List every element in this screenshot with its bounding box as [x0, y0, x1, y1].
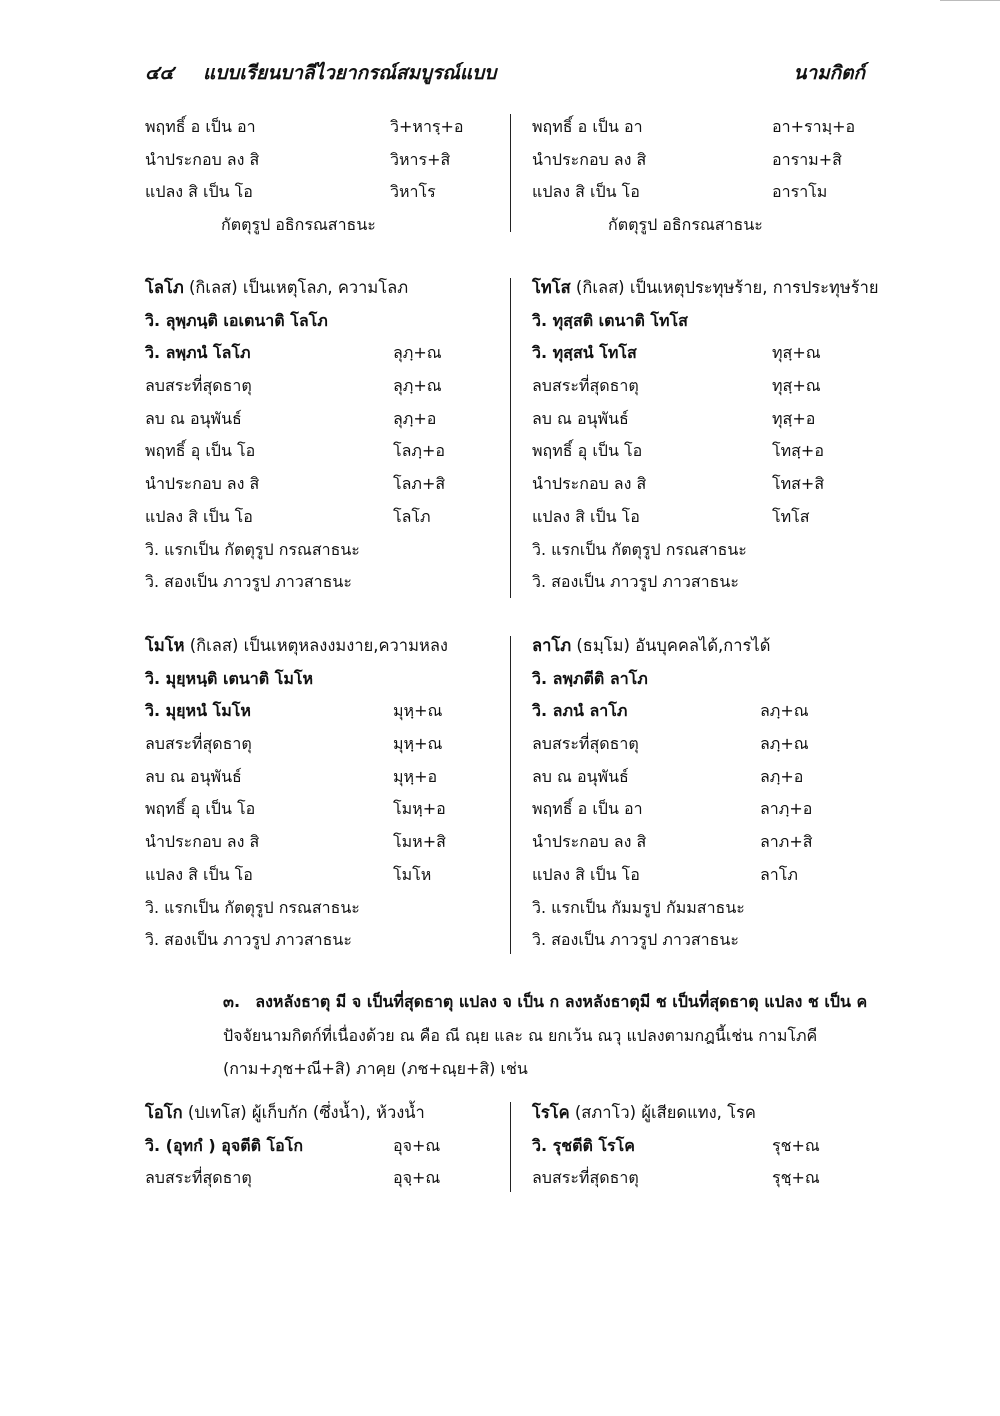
derivation-row: ลบสระที่สุดธาตุ ลุภฺ+ณ: [145, 376, 442, 396]
derivation-row: ลบสระที่สุดธาตุ รุชฺ+ณ: [532, 1168, 820, 1188]
column-divider: [510, 114, 511, 232]
book-title: แบบเรียนบาลีไวยากรณ์สมบูรณ์แบบ: [203, 62, 497, 84]
derivation-row: วิ. ทุสฺสติ เตนาติ โทโส: [532, 310, 688, 330]
derivation-row: พฤทธิ์ อ เป็น อา ลาภฺ+อ: [532, 799, 813, 819]
block3-right: [532, 630, 872, 957]
derivation-row: วิ. สองเป็น ภาวรูป ภาวสาธนะ: [532, 572, 739, 592]
entry-title: โมโห (กิเลส) เป็นเหตุหลงงมงาย,ความหลง: [145, 636, 448, 655]
block4-right: [532, 1097, 872, 1195]
rule-paragraph: [145, 985, 870, 1086]
derivation-row: นำประกอบ ลง สิ โลภ+สิ: [145, 474, 446, 494]
entry-title: โทโส (กิเลส) เป็นเหตุประทุษร้าย, การประทุษร้าย: [532, 278, 879, 297]
entry-title: โรโค (สภาโว) ผู้เสียดแทง, โรค: [532, 1103, 756, 1122]
derivation-row: วิ. แรกเป็น กัตตุรูป กรณสาธนะ: [145, 897, 360, 917]
derivation-row: วิ. มุยฺหนฺติ เตนาติ โมโห: [145, 668, 314, 688]
page-header: [145, 58, 865, 92]
derivation-row: ลบ ณ อนุพันธ์ ลภฺ+อ: [532, 766, 804, 786]
derivation-row: ลบสระที่สุดธาตุ ทุสฺ+ณ: [532, 376, 821, 396]
derivation-row: นำประกอบ ลง สิ โทส+สิ: [532, 474, 825, 494]
derivation-row: แปลง สิ เป็น โอ โทโส: [532, 506, 810, 526]
block3-left: [145, 630, 490, 957]
scan-edge-line: [940, 0, 1000, 5]
derivation-row: วิ. มุยฺหนํ โมโห มุหฺ+ณ: [145, 701, 443, 721]
derivation-row: ลบสระที่สุดธาตุ ลภฺ+ณ: [532, 734, 809, 754]
derivation-row: วิ. รุชตีติ โรโค รุช+ณ: [532, 1135, 820, 1155]
derivation-row: ลบ ณ อนุพันธ์ ลุภฺ+อ: [145, 408, 437, 428]
derivation-row: วิ. แรกเป็น กัมมรูป กัมมสาธนะ: [532, 897, 745, 917]
column-divider: [510, 636, 511, 954]
derivation-row: วิ. สองเป็น ภาวรูป ภาวสาธนะ: [145, 572, 352, 592]
derivation-row: พฤทธิ์ อุ เป็น โอ โทสฺ+อ: [532, 441, 824, 461]
chapter-title: นามกิตก์: [793, 62, 865, 84]
rule-number: ๓.: [223, 992, 241, 1011]
derivation-row: วิ. ทุสฺสนํ โทโส ทุสฺ+ณ: [532, 343, 821, 363]
derivation-row: วิ. สองเป็น ภาวรูป ภาวสาธนะ: [532, 930, 739, 950]
derivation-row: กัตตุรูป อธิกรณสาธนะ: [608, 215, 763, 235]
block2-left: [145, 272, 490, 599]
derivation-row: แปลง สิ เป็น โอ อาราโม: [532, 182, 828, 202]
block2-right: [532, 272, 879, 599]
derivation-row: พฤทธิ์ อุ เป็น โอ โมหฺ+อ: [145, 799, 446, 819]
rule-text: ปัจจัยนามกิตก์ที่เนื่องด้วย ณ คือ ณี ณฺย และ ณ ยกเว้น ณวุ แปลงตามกฎนี้เช่น กามโภคี (กาม+ภุช+ณี+สิ) ภาคฺย (ภช+ณฺย+สิ) เช่น: [223, 1025, 818, 1078]
derivation-row: วิ. สองเป็น ภาวรูป ภาวสาธนะ: [145, 930, 352, 950]
derivation-row: พฤทธิ์ อ เป็น อา วิ+หารฺ+อ: [145, 117, 464, 136]
derivation-row: วิ. ลุพฺภนฺติ เอเตนาติ โลโภ: [145, 310, 328, 330]
derivation-row: แปลง สิ เป็น โอ โมโห: [145, 864, 432, 884]
derivation-row: แปลง สิ เป็น โอ วิหาโร: [145, 182, 436, 202]
derivation-row: แปลง สิ เป็น โอ ลาโภ: [532, 864, 798, 884]
derivation-row: ลบสระที่สุดธาตุ อุจฺ+ณ: [145, 1168, 441, 1188]
derivation-row: ลบ ณ อนุพันธ์ ทุสฺ+อ: [532, 408, 816, 428]
rule-bold-text: ลงหลังธาตุ มี จ เป็นที่สุดธาตุ แปลง จ เป็น ก ลงหลังธาตุมี ช เป็นที่สุดธาตุ แปลง ช เป็น ค: [255, 992, 868, 1011]
derivation-row: ลบสระที่สุดธาตุ มุหฺ+ณ: [145, 734, 443, 754]
entry-title: ลาโภ (ธมฺโม) อันบุคคลได้,การได้: [532, 636, 771, 655]
derivation-row: นำประกอบ ลง สิ วิหาร+สิ: [145, 149, 451, 169]
headword: โลโภ: [145, 278, 184, 297]
headword: โอโก: [145, 1103, 183, 1122]
derivation-row: วิ. แรกเป็น กัตตุรูป กรณสาธนะ: [145, 539, 360, 559]
headword: ลาโภ: [532, 636, 572, 655]
derivation-row: กัตตุรูป อธิกรณสาธนะ: [221, 215, 376, 235]
entry-title: โลโภ (กิเลส) เป็นเหตุโลภ, ความโลภ: [145, 278, 409, 297]
page-number: ๔๔: [145, 62, 174, 84]
derivation-row: วิ. ลพฺภนํ โลโภ ลุภฺ+ณ: [145, 343, 442, 363]
derivation-row: นำประกอบ ลง สิ โมห+สิ: [145, 832, 446, 852]
column-divider: [510, 1102, 511, 1192]
derivation-row: พฤทธิ์ อุ เป็น โอ โลภฺ+อ: [145, 441, 445, 461]
entry-title: โอโก (ปเทโส) ผู้เก็บกัก (ซึ่งน้ำ), ห้วงน้ำ: [145, 1103, 425, 1122]
block1-left: [145, 111, 490, 242]
derivation-row: ลบ ณ อนุพันธ์ มุหฺ+อ: [145, 766, 438, 786]
derivation-row: วิ. ลภนํ ลาโภ ลภฺ+ณ: [532, 701, 809, 721]
derivation-row: วิ. ลพฺภตีติ ลาโภ: [532, 668, 648, 688]
block1-right: [532, 111, 872, 242]
derivation-row: วิ. แรกเป็น กัตตุรูป กรณสาธนะ: [532, 539, 747, 559]
headword: โรโค: [532, 1103, 570, 1122]
block4-left: [145, 1097, 490, 1195]
derivation-row: วิ. (อุทกํ ) อุจตีติ โอโก อุจ+ณ: [145, 1135, 441, 1155]
derivation-row: นำประกอบ ลง สิ อาราม+สิ: [532, 149, 842, 169]
derivation-row: พฤทธิ์ อ เป็น อา อา+รามฺ+อ: [532, 117, 856, 136]
derivation-row: แปลง สิ เป็น โอ โลโภ: [145, 506, 431, 526]
derivation-row: นำประกอบ ลง สิ ลาภ+สิ: [532, 832, 813, 852]
headword: โทโส: [532, 278, 571, 297]
headword: โมโห: [145, 636, 185, 655]
column-divider: [510, 278, 511, 598]
